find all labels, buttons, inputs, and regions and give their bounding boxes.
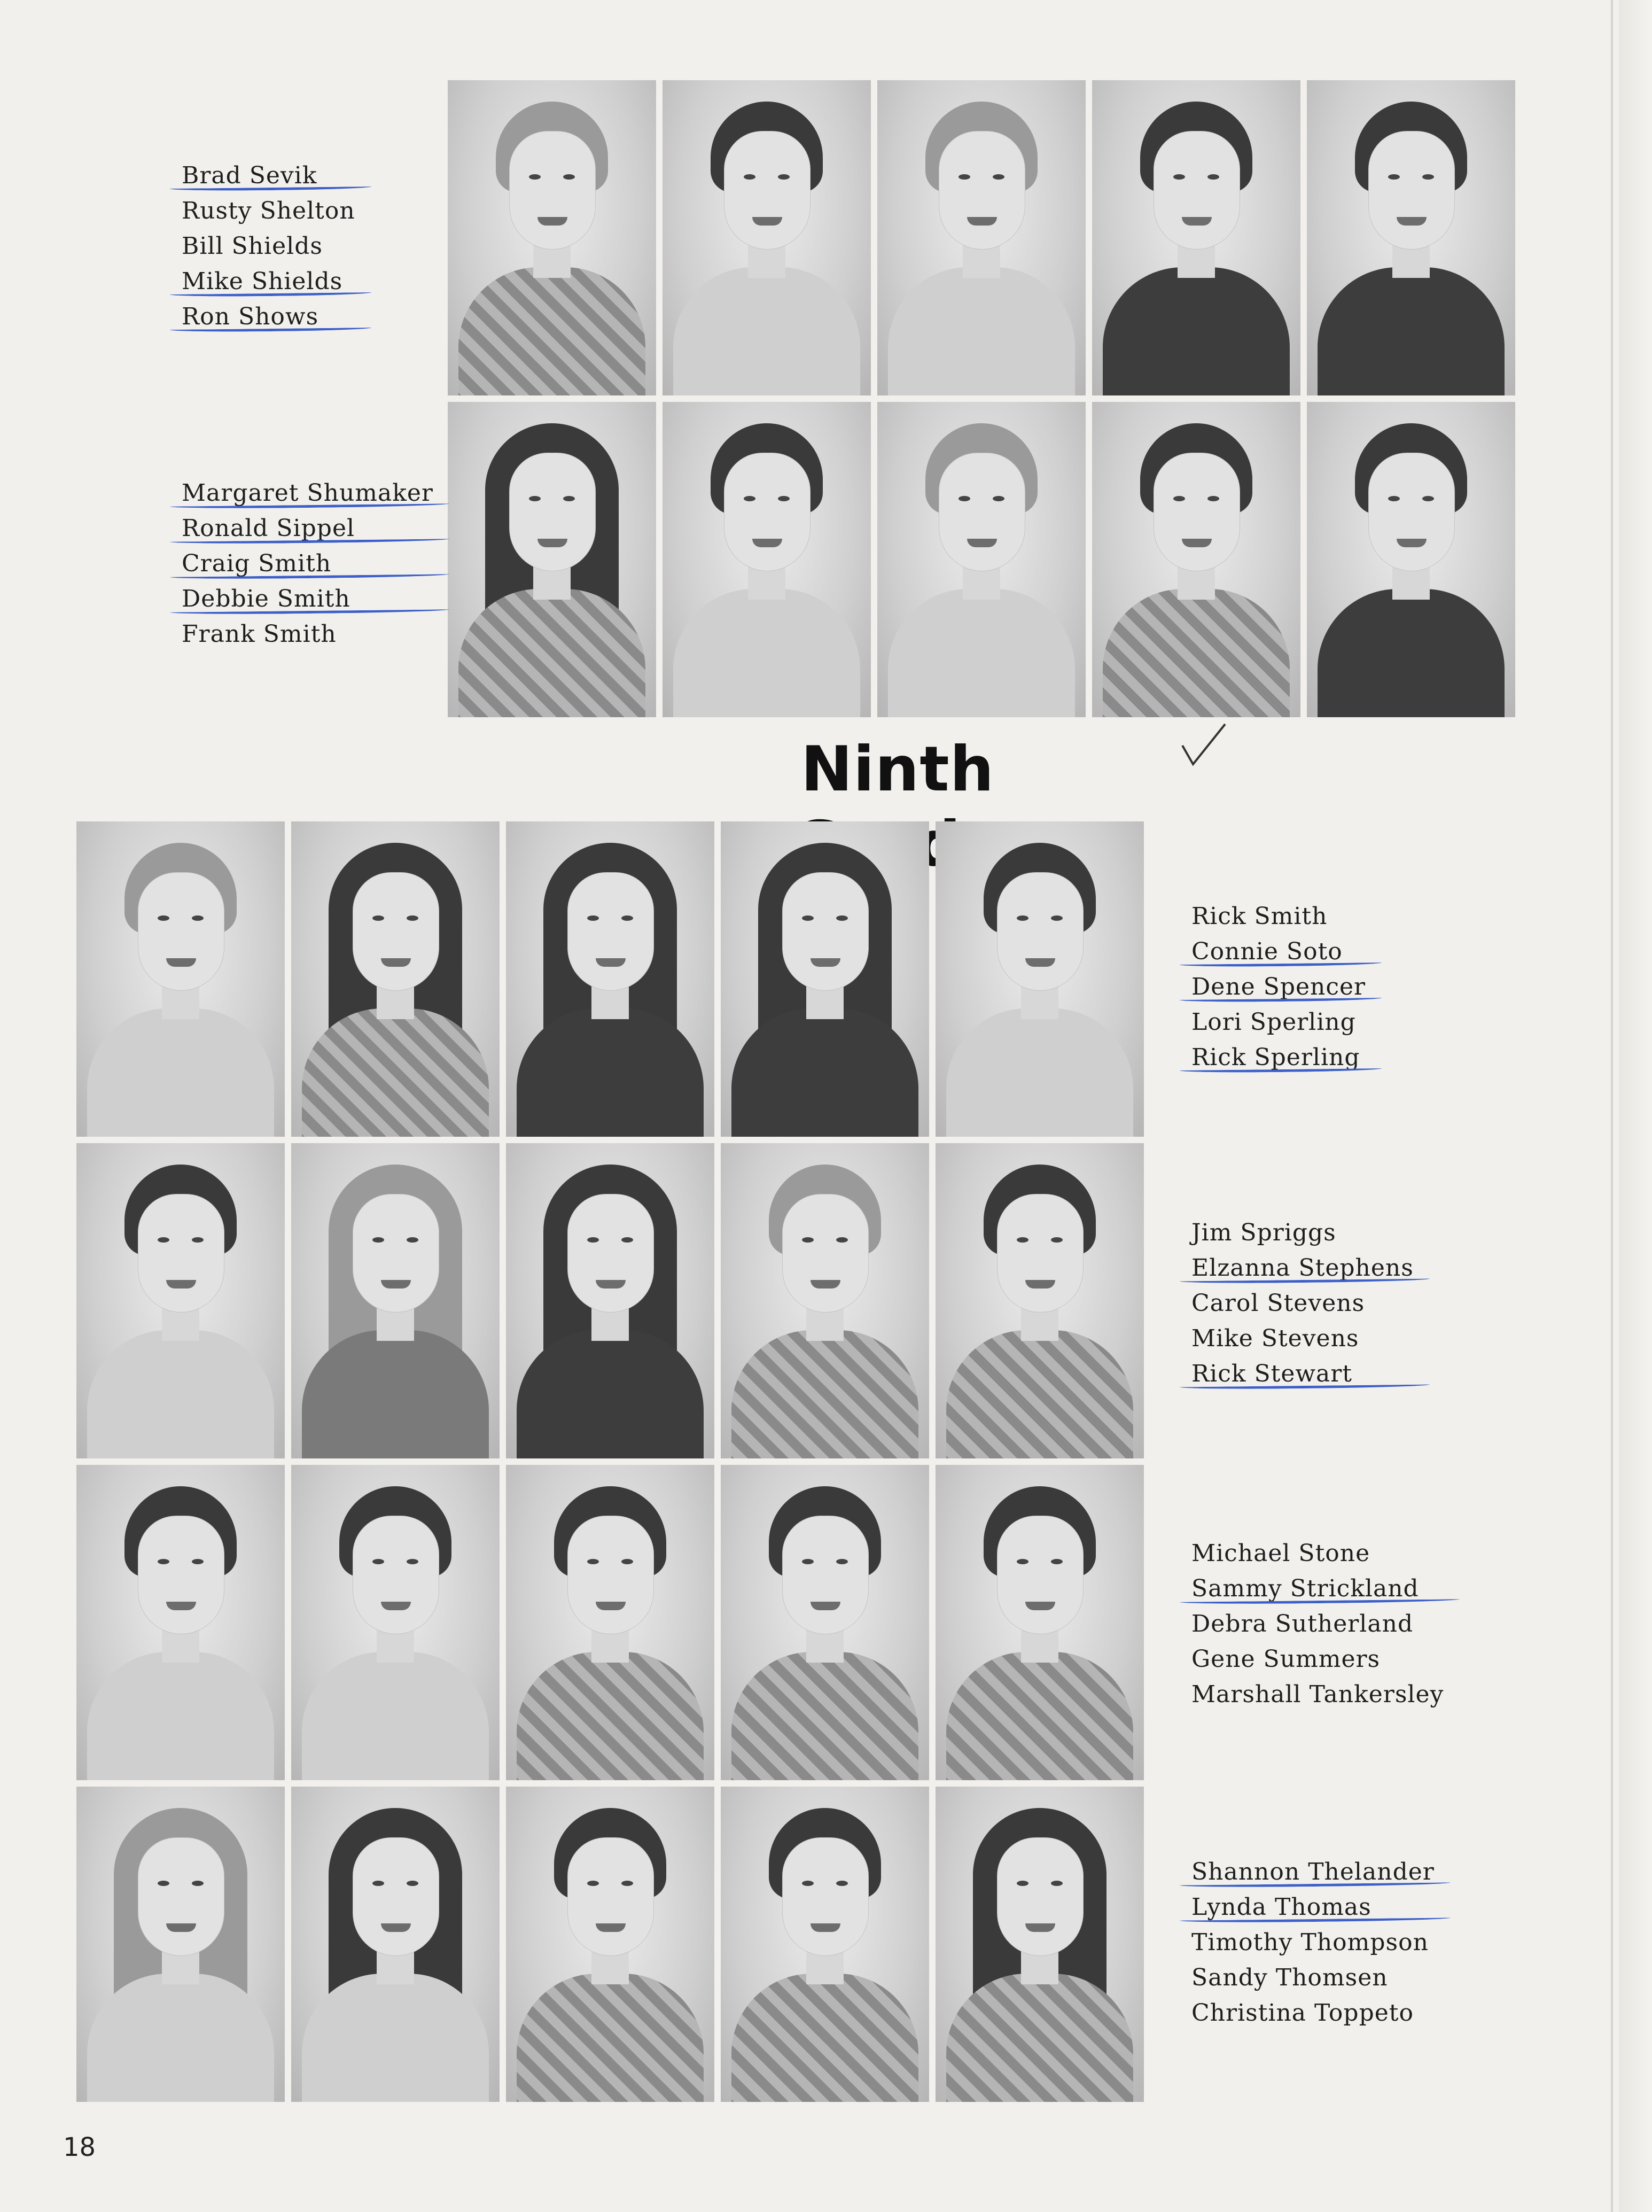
- student-name: Sammy Strickland: [1191, 1571, 1444, 1606]
- name-list-top-row-2: [182, 476, 433, 652]
- student-portrait: [448, 80, 656, 395]
- student-portrait: [291, 1143, 500, 1458]
- student-portrait: [721, 1787, 929, 2102]
- student-name: Jim Spriggs: [1191, 1219, 1336, 1246]
- student-name: Brad Sevik: [182, 158, 355, 193]
- student-portrait: [76, 821, 285, 1137]
- student-portrait: [936, 1143, 1144, 1458]
- name-list-bottom-row-1: [1191, 899, 1366, 1075]
- student-name: Rusty Shelton: [182, 197, 355, 224]
- student-name: Rick Sperling: [1191, 1040, 1366, 1075]
- student-portrait: [1092, 80, 1300, 395]
- student-portrait: [721, 821, 929, 1137]
- student-name: Lori Sperling: [1191, 1008, 1356, 1036]
- student-portrait: [1307, 402, 1515, 717]
- student-name: Debra Sutherland: [1191, 1610, 1414, 1637]
- student-portrait: [721, 1465, 929, 1780]
- student-name: Bill Shields: [182, 232, 323, 260]
- name-list-top-row-1: [182, 158, 355, 335]
- student-portrait: [506, 1465, 714, 1780]
- student-name: Ronald Sippel: [182, 511, 433, 546]
- student-name: Mike Stevens: [1191, 1325, 1359, 1352]
- name-list-bottom-row-3: [1191, 1536, 1444, 1712]
- student-name: Sandy Thomsen: [1191, 1964, 1388, 1991]
- student-portrait: [76, 1787, 285, 2102]
- student-name: Rick Stewart: [1191, 1356, 1414, 1392]
- page-number: 18: [63, 2132, 96, 2162]
- student-portrait: [76, 1143, 285, 1458]
- student-portrait: [721, 1143, 929, 1458]
- student-portrait: [291, 821, 500, 1137]
- student-name: Frank Smith: [182, 620, 337, 648]
- student-name: Christina Toppeto: [1191, 1999, 1414, 2027]
- student-name: Lynda Thomas: [1191, 1890, 1435, 1925]
- checkmark-icon: [1180, 721, 1228, 770]
- student-portrait: [506, 1787, 714, 2102]
- student-portrait: [291, 1465, 500, 1780]
- student-portrait: [448, 402, 656, 717]
- student-name: Marshall Tankersley: [1191, 1681, 1444, 1708]
- student-portrait: [936, 1787, 1144, 2102]
- page-title: Ninth: [800, 733, 995, 805]
- student-portrait: [663, 80, 871, 395]
- student-name: Timothy Thompson: [1191, 1929, 1429, 1956]
- student-portrait: [291, 1787, 500, 2102]
- student-portrait: [506, 821, 714, 1137]
- student-name: Michael Stone: [1191, 1540, 1370, 1567]
- name-list-bottom-row-4: [1191, 1854, 1435, 2031]
- photo-grid-bottom: [76, 821, 1144, 2102]
- student-name: Rick Smith: [1191, 903, 1328, 930]
- student-portrait: [1307, 80, 1515, 395]
- page-fold-line: [1611, 0, 1613, 2212]
- student-name: Carol Stevens: [1191, 1290, 1365, 1317]
- student-name: Elzanna Stephens: [1191, 1251, 1414, 1286]
- student-portrait: [76, 1465, 285, 1780]
- student-portrait: [936, 1465, 1144, 1780]
- student-portrait: [1092, 402, 1300, 717]
- student-portrait: [877, 80, 1086, 395]
- student-portrait: [663, 402, 871, 717]
- student-name: Debbie Smith: [182, 581, 433, 617]
- student-name: Ron Shows: [182, 299, 355, 335]
- student-name: Margaret Shumaker: [182, 476, 433, 511]
- student-name: Shannon Thelander: [1191, 1854, 1435, 1890]
- student-portrait: [936, 821, 1144, 1137]
- name-list-bottom-row-2: [1191, 1215, 1414, 1392]
- student-name: Connie Soto: [1191, 934, 1366, 969]
- student-name: Dene Spencer: [1191, 969, 1366, 1005]
- page-edge: [1619, 0, 1652, 2212]
- student-name: Mike Shields: [182, 264, 355, 299]
- photo-grid-top: [448, 80, 1515, 717]
- student-name: Craig Smith: [182, 546, 433, 581]
- student-portrait: [506, 1143, 714, 1458]
- student-portrait: [877, 402, 1086, 717]
- student-name: Gene Summers: [1191, 1646, 1381, 1673]
